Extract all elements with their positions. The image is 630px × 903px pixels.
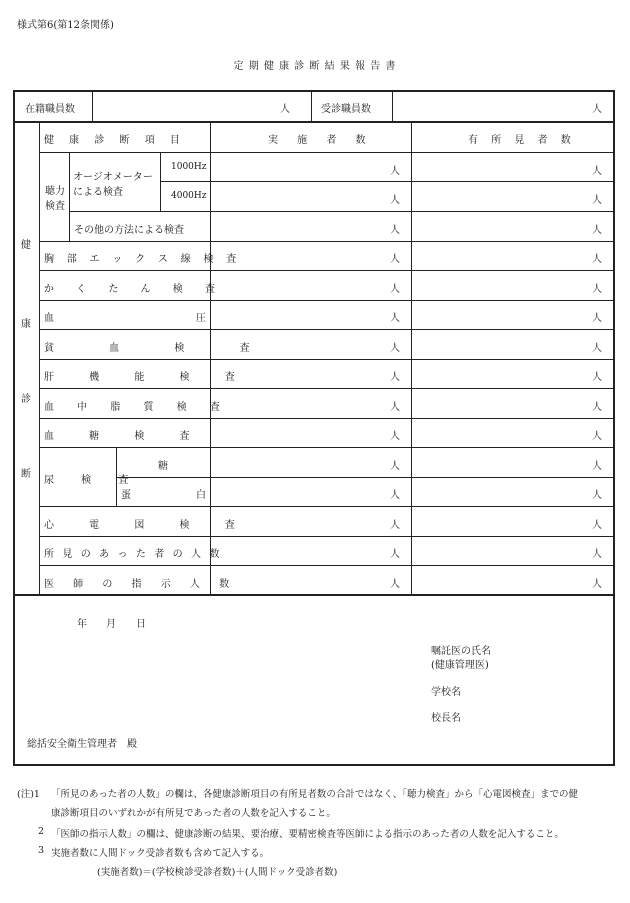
- performed-unit: 人: [390, 313, 400, 324]
- audiometer-label-2: による検査: [73, 187, 123, 198]
- performed-unit: 人: [390, 254, 400, 265]
- row-chest-xray: 胸 部 エ ッ ク ス 線 検 査: [44, 254, 242, 265]
- note1-label: (注)1: [17, 789, 40, 800]
- findings-unit: 人: [592, 313, 602, 324]
- row-blood-sugar: 血 糖 検 査: [44, 431, 206, 442]
- row-ecg: 心 電 図 検 査: [44, 520, 251, 531]
- row-doctor-instruction: 医 師 の 指 示 人 数: [44, 579, 238, 590]
- note3-label: 3: [38, 845, 45, 856]
- findings-unit: 人: [592, 195, 602, 206]
- findings-unit: 人: [592, 402, 602, 413]
- findings-unit: 人: [592, 520, 602, 531]
- performed-unit: 人: [390, 461, 400, 472]
- form-id: 様式第6(第12条関係): [17, 20, 114, 31]
- performed-unit: 人: [390, 372, 400, 383]
- addressee: 総括安全衛生管理者 殿: [27, 739, 137, 750]
- row-lipid: 血 中 脂 質 検 査: [44, 402, 230, 413]
- findings-unit: 人: [592, 284, 602, 295]
- school-name-label: 学校名: [431, 687, 461, 698]
- findings-unit: 人: [592, 372, 602, 383]
- note3-text: 実施者数に人間ドック受診者数も含めて記入する。: [51, 848, 270, 859]
- findings-unit: 人: [592, 166, 602, 177]
- side-label-shin: 診: [21, 394, 31, 405]
- doctor-name-label: 嘱託医の氏名: [431, 646, 491, 657]
- performed-unit: 人: [390, 431, 400, 442]
- performed-unit: 人: [390, 284, 400, 295]
- findings-unit: 人: [592, 549, 602, 560]
- findings-unit: 人: [592, 579, 602, 590]
- enrolled-staff-label: 在籍職員数: [25, 104, 75, 115]
- row-liver: 肝 機 能 検 査: [44, 372, 251, 383]
- performed-unit: 人: [390, 402, 400, 413]
- side-label-ken: 健: [21, 240, 31, 251]
- note2-text: 「医師の指示人数」の欄は、健康診断の結果、要治療、要精密検査等医師による指示のあった者の人数を記入すること。: [51, 829, 564, 840]
- performed-unit: 人: [390, 225, 400, 236]
- date-year: 年: [77, 619, 87, 630]
- note1-line1: 「所見のあった者の人数」の欄は、各健康診断項目の有所見者数の合計ではなく、「聴力検査」から「心電図検査」までの健: [51, 789, 578, 800]
- row-urine: 尿 検 査: [44, 475, 141, 486]
- row-sputum: か く た ん 検 査: [44, 284, 225, 295]
- performed-unit: 人: [390, 520, 400, 531]
- page-title: 定 期 健 康 診 断 結 果 報 告 書: [233, 61, 397, 72]
- performed-unit: 人: [390, 490, 400, 501]
- doctor-name-sub: (健康管理医): [431, 660, 489, 671]
- findings-unit: 人: [592, 490, 602, 501]
- note3-formula: (実施者数)＝(学校検診受診者数)＋(人間ドック受診者数): [97, 867, 338, 878]
- performed-unit: 人: [390, 195, 400, 206]
- row-urine-protein-left: 蛋: [121, 490, 131, 501]
- examined-staff-label: 受診職員数: [321, 104, 371, 115]
- other-method-label: その他の方法による検査: [74, 225, 184, 236]
- row-blood-pressure-right: 圧: [196, 313, 206, 324]
- header-performed: 実 施 者 数: [268, 135, 374, 146]
- performed-unit: 人: [390, 549, 400, 560]
- row-urine-sugar: 糖: [158, 461, 168, 472]
- freq-4000: 4000Hz: [171, 191, 207, 201]
- row-blood-pressure-left: 血: [44, 313, 54, 324]
- date-day: 日: [136, 619, 146, 630]
- performed-unit: 人: [390, 343, 400, 354]
- findings-unit: 人: [592, 431, 602, 442]
- findings-unit: 人: [592, 343, 602, 354]
- findings-unit: 人: [592, 461, 602, 472]
- note2-label: 2: [38, 826, 45, 837]
- audiometer-label-1: オージオメーター: [73, 172, 153, 183]
- hearing-label-1: 聴力: [45, 186, 65, 197]
- principal-name-label: 校長名: [431, 713, 461, 724]
- note1-line2: 康診断項目のいずれかが有所見であった者の人数を記入すること。: [51, 808, 336, 819]
- header-item: 健 康 診 断 項 目: [44, 135, 186, 146]
- examined-staff-unit: 人: [592, 104, 602, 115]
- side-label-dan: 断: [21, 469, 31, 480]
- freq-1000: 1000Hz: [171, 162, 207, 172]
- findings-unit: 人: [592, 225, 602, 236]
- performed-unit: 人: [390, 579, 400, 590]
- hearing-label-2: 検査: [45, 201, 65, 212]
- performed-unit: 人: [390, 166, 400, 177]
- row-anemia: 貧 血 検 査: [44, 343, 276, 354]
- row-urine-protein-right: 白: [196, 490, 206, 501]
- enrolled-staff-unit: 人: [280, 104, 290, 115]
- findings-unit: 人: [592, 254, 602, 265]
- date-month: 月: [106, 619, 116, 630]
- side-label-kou: 康: [21, 319, 31, 330]
- header-findings: 有 所 見 者 数: [468, 135, 576, 146]
- row-findings-count: 所 見 の あ っ た 者 の 人 数: [44, 549, 223, 560]
